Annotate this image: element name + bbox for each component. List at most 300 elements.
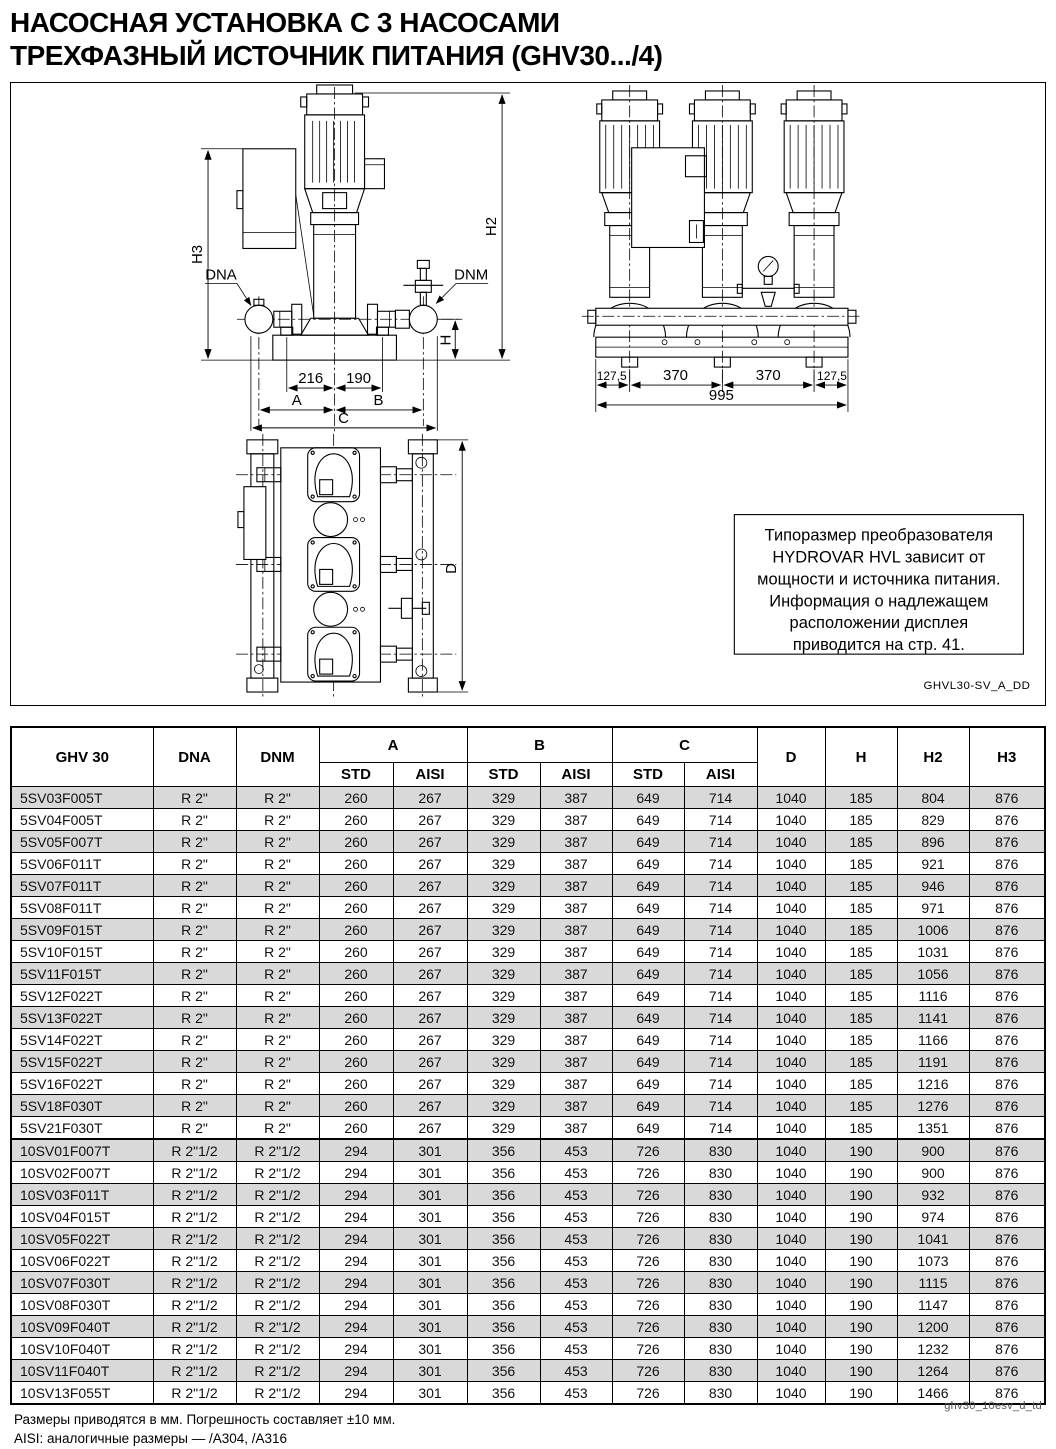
footer-notes — [14, 1410, 395, 1448]
value-cell: 876 — [969, 1316, 1045, 1338]
value-cell: R 2" — [236, 853, 319, 875]
converter-box-side — [632, 148, 707, 248]
value-cell: R 2"1/2 — [236, 1228, 319, 1250]
value-cell: 946 — [897, 875, 969, 897]
value-cell: 830 — [684, 1294, 757, 1316]
value-cell: 190 — [825, 1382, 897, 1405]
value-cell: 453 — [540, 1316, 612, 1338]
value-cell: 876 — [969, 1294, 1045, 1316]
value-cell: 260 — [319, 831, 393, 853]
value-cell: 294 — [319, 1360, 393, 1382]
value-cell: 1040 — [757, 1228, 825, 1250]
value-cell: 301 — [393, 1139, 467, 1162]
value-cell: 726 — [612, 1206, 684, 1228]
value-cell: 830 — [684, 1139, 757, 1162]
value-cell: 356 — [467, 1316, 540, 1338]
value-cell: 649 — [612, 1117, 684, 1140]
value-cell: 1040 — [757, 875, 825, 897]
value-cell: 260 — [319, 809, 393, 831]
plan-valve — [388, 598, 429, 618]
table-row — [11, 831, 1045, 853]
value-cell: 649 — [612, 1095, 684, 1117]
value-cell: 714 — [684, 1029, 757, 1051]
value-cell: 260 — [319, 1007, 393, 1029]
value-cell: 190 — [825, 1294, 897, 1316]
table-row — [11, 1338, 1045, 1360]
value-cell: 301 — [393, 1316, 467, 1338]
model-cell: 5SV16F022T — [11, 1073, 153, 1095]
col-header-dnm: DNM — [236, 727, 319, 787]
value-cell: 294 — [319, 1316, 393, 1338]
value-cell: 649 — [612, 919, 684, 941]
col-header-h2: H2 — [897, 727, 969, 787]
value-cell: 1006 — [897, 919, 969, 941]
value-cell: 387 — [540, 1095, 612, 1117]
model-cell: 5SV18F030T — [11, 1095, 153, 1117]
value-cell: 329 — [467, 1007, 540, 1029]
value-cell: R 2"1/2 — [153, 1360, 236, 1382]
value-cell: 1040 — [757, 1206, 825, 1228]
table-row — [11, 1382, 1045, 1405]
value-cell: R 2" — [153, 787, 236, 809]
value-cell: 876 — [969, 1095, 1045, 1117]
value-cell: 301 — [393, 1250, 467, 1272]
value-cell: 1040 — [757, 963, 825, 985]
model-cell: 10SV09F040T — [11, 1316, 153, 1338]
value-cell: R 2"1/2 — [236, 1338, 319, 1360]
value-cell: 876 — [969, 853, 1045, 875]
value-cell: R 2"1/2 — [236, 1206, 319, 1228]
value-cell: 294 — [319, 1228, 393, 1250]
table-row — [11, 875, 1045, 897]
table-row — [11, 919, 1045, 941]
value-cell: 267 — [393, 875, 467, 897]
value-cell: 329 — [467, 1051, 540, 1073]
value-cell: 329 — [467, 1073, 540, 1095]
note-line: мощности и источника питания. — [757, 570, 1001, 589]
value-cell: 726 — [612, 1250, 684, 1272]
value-cell: 387 — [540, 897, 612, 919]
model-cell: 5SV04F005T — [11, 809, 153, 831]
value-cell: R 2" — [153, 1117, 236, 1140]
value-cell: R 2" — [236, 831, 319, 853]
value-cell: 1040 — [757, 1007, 825, 1029]
dim-label-995: 995 — [708, 386, 734, 404]
value-cell: 1040 — [757, 1051, 825, 1073]
value-cell: R 2"1/2 — [236, 1272, 319, 1294]
value-cell: 190 — [825, 1184, 897, 1206]
value-cell: 356 — [467, 1338, 540, 1360]
value-cell: 260 — [319, 1095, 393, 1117]
value-cell: R 2" — [153, 919, 236, 941]
value-cell: 1031 — [897, 941, 969, 963]
table-row — [11, 1360, 1045, 1382]
value-cell: 726 — [612, 1184, 684, 1206]
model-cell: 10SV10F040T — [11, 1338, 153, 1360]
value-cell: 356 — [467, 1382, 540, 1405]
value-cell: R 2"1/2 — [153, 1294, 236, 1316]
value-cell: 260 — [319, 963, 393, 985]
value-cell: 714 — [684, 809, 757, 831]
value-cell: 830 — [684, 1360, 757, 1382]
value-cell: 356 — [467, 1139, 540, 1162]
value-cell: 714 — [684, 875, 757, 897]
value-cell: 876 — [969, 1382, 1045, 1405]
value-cell: 294 — [319, 1294, 393, 1316]
converter-box-front — [237, 149, 314, 315]
value-cell: 387 — [540, 919, 612, 941]
value-cell: 387 — [540, 1073, 612, 1095]
subheader-b-std: STD — [467, 763, 540, 787]
value-cell: 1216 — [897, 1073, 969, 1095]
value-cell: 185 — [825, 1051, 897, 1073]
value-cell: R 2" — [236, 897, 319, 919]
value-cell: R 2" — [236, 1073, 319, 1095]
dimensions-table-wrap — [10, 726, 1046, 1405]
model-cell: 5SV03F005T — [11, 787, 153, 809]
value-cell: 649 — [612, 1051, 684, 1073]
value-cell: 294 — [319, 1382, 393, 1405]
table-row — [11, 1095, 1045, 1117]
value-cell: 260 — [319, 919, 393, 941]
value-cell: 190 — [825, 1316, 897, 1338]
value-cell: 453 — [540, 1360, 612, 1382]
value-cell: 329 — [467, 919, 540, 941]
value-cell: 190 — [825, 1228, 897, 1250]
model-cell: 5SV14F022T — [11, 1029, 153, 1051]
value-cell: 900 — [897, 1139, 969, 1162]
value-cell: R 2" — [236, 1007, 319, 1029]
value-cell: 971 — [897, 897, 969, 919]
value-cell: 356 — [467, 1184, 540, 1206]
dim-label-h2: H2 — [483, 216, 501, 237]
value-cell: 260 — [319, 941, 393, 963]
value-cell: 876 — [969, 1029, 1045, 1051]
value-cell: 1073 — [897, 1250, 969, 1272]
table-row — [11, 1250, 1045, 1272]
value-cell: 185 — [825, 809, 897, 831]
page-title-line1: НАСОСНАЯ УСТАНОВКА С 3 НАСОСАМИ — [10, 7, 560, 38]
value-cell: 804 — [897, 787, 969, 809]
value-cell: R 2"1/2 — [236, 1162, 319, 1184]
value-cell: 356 — [467, 1272, 540, 1294]
value-cell: 1040 — [757, 787, 825, 809]
plan-view — [236, 434, 468, 699]
value-cell: 329 — [467, 963, 540, 985]
value-cell: R 2" — [236, 1117, 319, 1140]
value-cell: R 2" — [236, 787, 319, 809]
value-cell: 1141 — [897, 1007, 969, 1029]
model-cell: 10SV05F022T — [11, 1228, 153, 1250]
value-cell: 876 — [969, 809, 1045, 831]
dim-label-190: 190 — [346, 370, 372, 388]
value-cell: 301 — [393, 1162, 467, 1184]
value-cell: 1040 — [757, 985, 825, 1007]
table-row — [11, 963, 1045, 985]
value-cell: R 2" — [236, 1029, 319, 1051]
value-cell: 190 — [825, 1360, 897, 1382]
value-cell: 1466 — [897, 1382, 969, 1405]
value-cell: 387 — [540, 1029, 612, 1051]
table-row — [11, 1206, 1045, 1228]
dim-label-h: H — [437, 334, 455, 346]
value-cell: R 2"1/2 — [236, 1382, 319, 1405]
value-cell: 649 — [612, 897, 684, 919]
value-cell: 726 — [612, 1316, 684, 1338]
value-cell: 185 — [825, 919, 897, 941]
value-cell: 649 — [612, 941, 684, 963]
table-row — [11, 809, 1045, 831]
value-cell: 896 — [897, 831, 969, 853]
value-cell: 190 — [825, 1162, 897, 1184]
value-cell: 190 — [825, 1139, 897, 1162]
value-cell: 185 — [825, 787, 897, 809]
value-cell: 714 — [684, 919, 757, 941]
value-cell: 294 — [319, 1338, 393, 1360]
subheader-b-aisi: AISI — [540, 763, 612, 787]
value-cell: 714 — [684, 1007, 757, 1029]
value-cell: 387 — [540, 963, 612, 985]
value-cell: R 2" — [236, 985, 319, 1007]
subheader-a-std: STD — [319, 763, 393, 787]
value-cell: 1040 — [757, 1294, 825, 1316]
value-cell: R 2"1/2 — [236, 1316, 319, 1338]
value-cell: 356 — [467, 1250, 540, 1272]
model-cell: 5SV11F015T — [11, 963, 153, 985]
value-cell: 301 — [393, 1382, 467, 1405]
model-cell: 10SV04F015T — [11, 1206, 153, 1228]
value-cell: 649 — [612, 831, 684, 853]
value-cell: 329 — [467, 787, 540, 809]
col-header-h3: H3 — [969, 727, 1045, 787]
value-cell: 1056 — [897, 963, 969, 985]
value-cell: 267 — [393, 985, 467, 1007]
dimensions-table — [10, 726, 1046, 1405]
note-line: Типоразмер преобразователя — [764, 526, 994, 545]
value-cell: 185 — [825, 1007, 897, 1029]
value-cell: 876 — [969, 1228, 1045, 1250]
table-row — [11, 1029, 1045, 1051]
model-cell: 5SV09F015T — [11, 919, 153, 941]
value-cell: 649 — [612, 1073, 684, 1095]
value-cell: 900 — [897, 1162, 969, 1184]
model-cell: 5SV15F022T — [11, 1051, 153, 1073]
value-cell: 453 — [540, 1206, 612, 1228]
technical-drawing-box — [10, 82, 1046, 706]
value-cell: R 2" — [153, 1029, 236, 1051]
value-cell: 356 — [467, 1228, 540, 1250]
model-cell: 5SV13F022T — [11, 1007, 153, 1029]
value-cell: 294 — [319, 1206, 393, 1228]
dim-label-127-right: 127,5 — [817, 369, 847, 384]
value-cell: 876 — [969, 1007, 1045, 1029]
note-line: расположении дисплея — [789, 614, 969, 633]
value-cell: 649 — [612, 787, 684, 809]
value-cell: R 2"1/2 — [236, 1250, 319, 1272]
model-cell: 10SV03F011T — [11, 1184, 153, 1206]
table-row — [11, 1228, 1045, 1250]
value-cell: 260 — [319, 1051, 393, 1073]
value-cell: 649 — [612, 1007, 684, 1029]
value-cell: R 2" — [236, 941, 319, 963]
value-cell: 267 — [393, 787, 467, 809]
value-cell: 185 — [825, 875, 897, 897]
value-cell: 329 — [467, 875, 540, 897]
value-cell: 830 — [684, 1338, 757, 1360]
value-cell: 267 — [393, 853, 467, 875]
value-cell: R 2" — [153, 853, 236, 875]
value-cell: 1191 — [897, 1051, 969, 1073]
value-cell: 190 — [825, 1250, 897, 1272]
value-cell: 876 — [969, 1073, 1045, 1095]
value-cell: 260 — [319, 875, 393, 897]
table-row — [11, 853, 1045, 875]
value-cell: 714 — [684, 897, 757, 919]
value-cell: 453 — [540, 1250, 612, 1272]
value-cell: 453 — [540, 1139, 612, 1162]
value-cell: 301 — [393, 1294, 467, 1316]
value-cell: 876 — [969, 1117, 1045, 1140]
note-line: приводится на стр. 41. — [792, 636, 965, 655]
model-cell: 10SV02F007T — [11, 1162, 153, 1184]
value-cell: 830 — [684, 1250, 757, 1272]
table-row — [11, 1051, 1045, 1073]
value-cell: 649 — [612, 985, 684, 1007]
value-cell: 714 — [684, 985, 757, 1007]
dim-label-370-left: 370 — [663, 367, 688, 385]
value-cell: 267 — [393, 897, 467, 919]
value-cell: 185 — [825, 1073, 897, 1095]
col-header-h: H — [825, 727, 897, 787]
value-cell: 329 — [467, 831, 540, 853]
value-cell: R 2"1/2 — [153, 1316, 236, 1338]
table-row — [11, 897, 1045, 919]
model-cell: 5SV12F022T — [11, 985, 153, 1007]
value-cell: 267 — [393, 1007, 467, 1029]
value-cell: R 2"1/2 — [153, 1250, 236, 1272]
port-label-dna: DNA — [205, 266, 237, 284]
col-header-b: B — [467, 727, 612, 763]
value-cell: 1040 — [757, 1316, 825, 1338]
value-cell: 453 — [540, 1338, 612, 1360]
value-cell: 876 — [969, 1250, 1045, 1272]
model-cell: 10SV06F022T — [11, 1250, 153, 1272]
value-cell: 267 — [393, 1029, 467, 1051]
value-cell: 329 — [467, 897, 540, 919]
value-cell: 876 — [969, 963, 1045, 985]
value-cell: 726 — [612, 1272, 684, 1294]
value-cell: 649 — [612, 1029, 684, 1051]
model-cell: 10SV11F040T — [11, 1360, 153, 1382]
value-cell: 726 — [612, 1162, 684, 1184]
subheader-c-std: STD — [612, 763, 684, 787]
value-cell: 185 — [825, 1095, 897, 1117]
value-cell: 387 — [540, 1007, 612, 1029]
value-cell: 387 — [540, 941, 612, 963]
dim-label-c: C — [338, 409, 349, 427]
value-cell: 830 — [684, 1272, 757, 1294]
value-cell: 974 — [897, 1206, 969, 1228]
col-header-dna: DNA — [153, 727, 236, 787]
value-cell: 260 — [319, 853, 393, 875]
value-cell: 726 — [612, 1139, 684, 1162]
value-cell: 726 — [612, 1382, 684, 1405]
value-cell: 649 — [612, 853, 684, 875]
value-cell: 714 — [684, 1073, 757, 1095]
value-cell: R 2" — [153, 1007, 236, 1029]
value-cell: 1040 — [757, 919, 825, 941]
value-cell: 453 — [540, 1272, 612, 1294]
table-row — [11, 1117, 1045, 1140]
table-row — [11, 1007, 1045, 1029]
table-row — [11, 1316, 1045, 1338]
value-cell: 453 — [540, 1162, 612, 1184]
note-line: HYDROVAR HVL зависит от — [772, 548, 986, 567]
value-cell: 185 — [825, 897, 897, 919]
value-cell: 301 — [393, 1360, 467, 1382]
value-cell: R 2"1/2 — [236, 1360, 319, 1382]
value-cell: 649 — [612, 875, 684, 897]
value-cell: R 2"1/2 — [236, 1184, 319, 1206]
value-cell: 1040 — [757, 1382, 825, 1405]
value-cell: 1040 — [757, 1073, 825, 1095]
value-cell: 876 — [969, 875, 1045, 897]
value-cell: 453 — [540, 1294, 612, 1316]
value-cell: R 2" — [236, 963, 319, 985]
table-row — [11, 1073, 1045, 1095]
value-cell: 294 — [319, 1139, 393, 1162]
value-cell: 267 — [393, 919, 467, 941]
dim-label-127-left: 127,5 — [596, 369, 627, 384]
value-cell: 714 — [684, 1095, 757, 1117]
value-cell: 726 — [612, 1338, 684, 1360]
value-cell: R 2" — [153, 897, 236, 919]
value-cell: 876 — [969, 1272, 1045, 1294]
value-cell: 329 — [467, 809, 540, 831]
col-header-a: A — [319, 727, 467, 763]
value-cell: 260 — [319, 787, 393, 809]
subheader-c-aisi: AISI — [684, 763, 757, 787]
value-cell: 387 — [540, 831, 612, 853]
value-cell: 387 — [540, 1117, 612, 1140]
value-cell: 1040 — [757, 1117, 825, 1140]
value-cell: 876 — [969, 1139, 1045, 1162]
value-cell: 876 — [969, 1360, 1045, 1382]
value-cell: 260 — [319, 1117, 393, 1140]
value-cell: 185 — [825, 941, 897, 963]
value-cell: R 2" — [153, 831, 236, 853]
value-cell: 1041 — [897, 1228, 969, 1250]
side-view — [582, 85, 861, 412]
value-cell: 294 — [319, 1250, 393, 1272]
value-cell: 726 — [612, 1228, 684, 1250]
value-cell: 260 — [319, 1029, 393, 1051]
value-cell: 301 — [393, 1184, 467, 1206]
value-cell: 1116 — [897, 985, 969, 1007]
table-row — [11, 1139, 1045, 1162]
value-cell: 190 — [825, 1272, 897, 1294]
col-header-c: C — [612, 727, 757, 763]
model-cell: 10SV13F055T — [11, 1382, 153, 1405]
value-cell: 260 — [319, 897, 393, 919]
value-cell: 260 — [319, 985, 393, 1007]
value-cell: R 2" — [153, 985, 236, 1007]
value-cell: 301 — [393, 1272, 467, 1294]
value-cell: R 2" — [236, 1051, 319, 1073]
value-cell: 387 — [540, 875, 612, 897]
value-cell: 301 — [393, 1206, 467, 1228]
value-cell: 876 — [969, 787, 1045, 809]
